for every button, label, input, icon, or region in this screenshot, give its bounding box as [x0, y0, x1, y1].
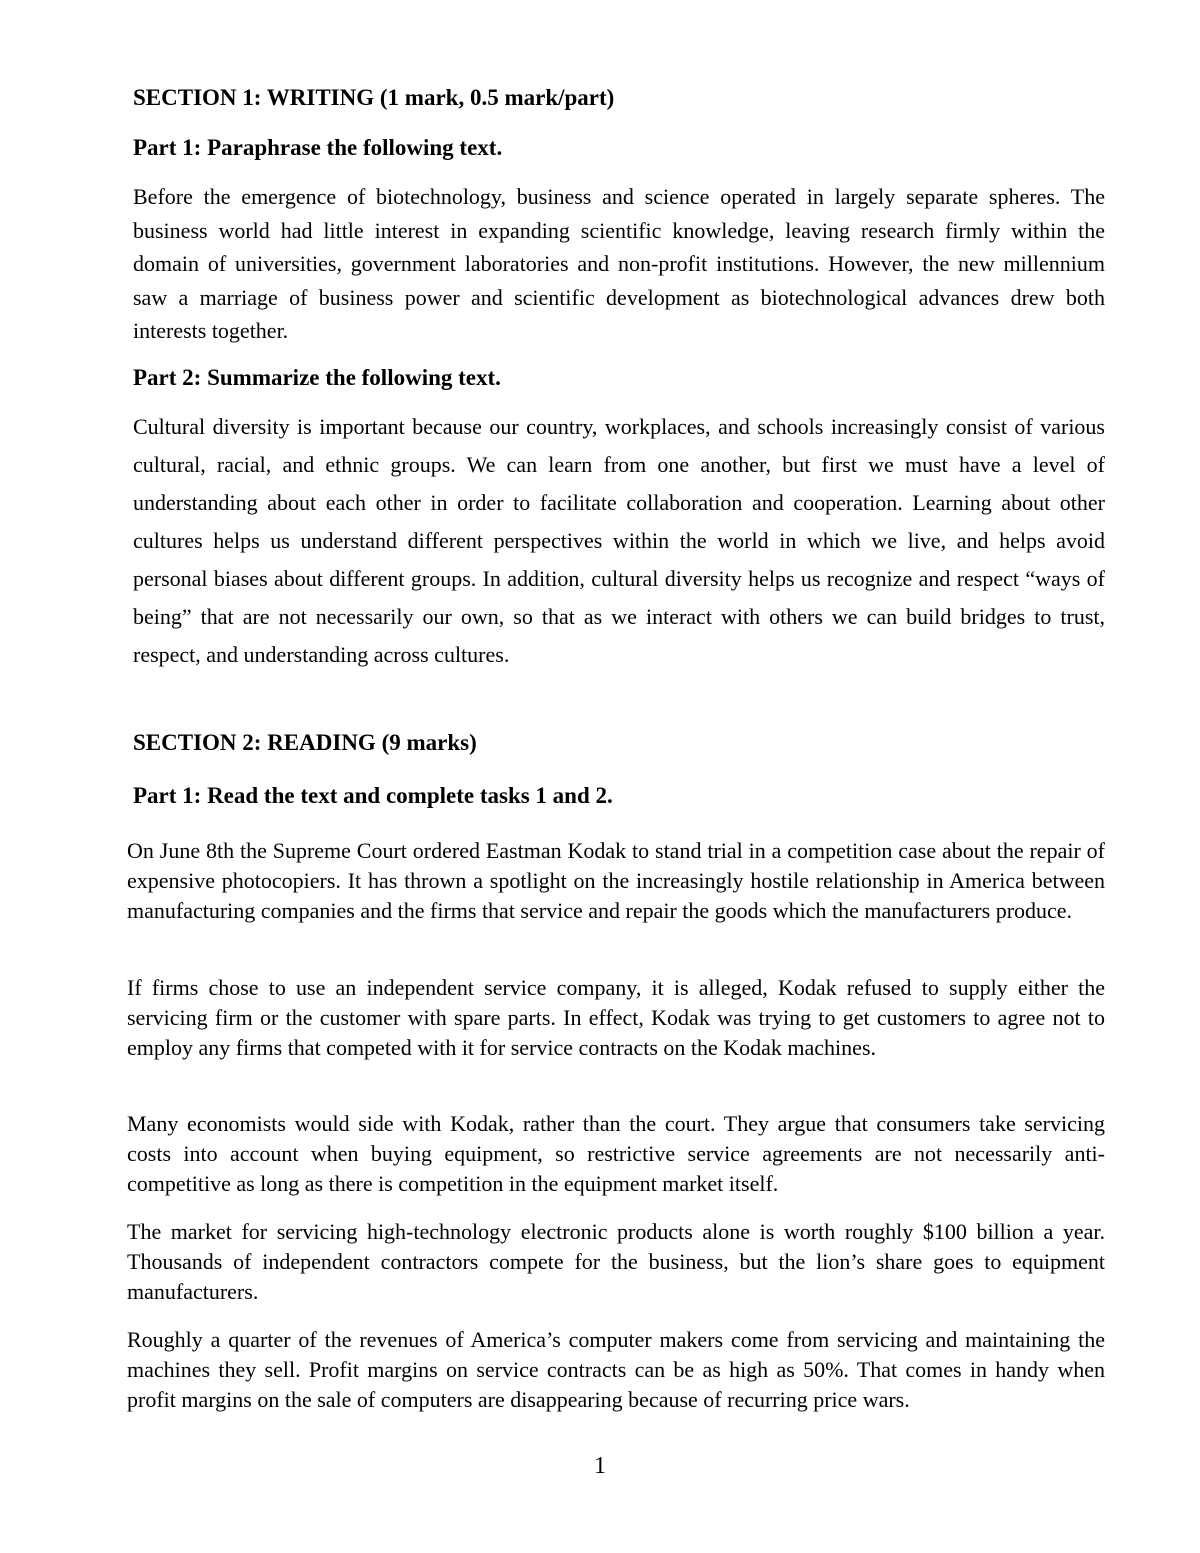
- reading-paragraph: Roughly a quarter of the revenues of America’s computer makers come from servicing and maintaining the machines they sell. Profit margins on service contracts can be as high as 50%. That comes in handy when profit margins on the sale of computers are disappearing because of recurring price wars.: [127, 1327, 1105, 1412]
- section-2-part-1-heading: Part 1: Read the text and complete tasks 1 and 2.: [133, 783, 613, 808]
- section-1-title: SECTION 1: WRITING (1 mark, 0.5 mark/part): [133, 85, 615, 110]
- page-number: 1: [594, 1453, 606, 1479]
- paraphrase-text: Before the emergence of biotechnology, business and science operated in largely separate spheres. The business world had little interest in expanding scientific knowledge, leaving research firmly within the domain of universities, government laboratories and non-profit institutions. However, the new millennium saw a marriage of business power and scientific development as biotechnological advances drew both interests together.: [133, 184, 1105, 344]
- reading-paragraph: The market for servicing high-technology electronic products alone is worth roughly $100 billion a year. Thousands of independent contractors compete for the business, but the lion’s share goes to equipment manufacturers.: [127, 1219, 1105, 1304]
- section-2-title: SECTION 2: READING (9 marks): [133, 730, 477, 755]
- reading-paragraph: On June 8th the Supreme Court ordered Eastman Kodak to stand trial in a competition case about the repair of expensive photocopiers. It has thrown a spotlight on the increasingly hostile relationship in America between manufacturing companies and the firms that service and repair the goods which the manufacturers produce.: [127, 838, 1105, 923]
- reading-paragraph: Many economists would side with Kodak, rather than the court. They argue that consumers take servicing costs into account when buying equipment, so restrictive service agreements are not necessarily anti-competitive as long as there is competition in the equipment market itself.: [127, 1111, 1105, 1196]
- summarize-text: Cultural diversity is important because our country, workplaces, and schools increasingly consist of various cultural, racial, and ethnic groups. We can learn from one another, but first we must have a level of understanding about each other in order to facilitate collaboration and cooperation. Learning about other cultures helps us understand different perspectives within the world in which we live, and helps avoid personal biases about different groups. In addition, cultural diversity helps us recognize and respect “ways of being” that are not necessarily our own, so that as we interact with others we can build bridges to trust, respect, and understanding across cultures.: [133, 414, 1105, 667]
- section-1-part-2-heading: Part 2: Summarize the following text.: [133, 365, 501, 390]
- section-1-part-1-heading: Part 1: Paraphrase the following text.: [133, 135, 503, 160]
- reading-paragraph: If firms chose to use an independent service company, it is alleged, Kodak refused to supply either the servicing firm or the customer with spare parts. In effect, Kodak was trying to get customers to agree not to employ any firms that competed with it for service contracts on the Kodak machines.: [127, 975, 1105, 1060]
